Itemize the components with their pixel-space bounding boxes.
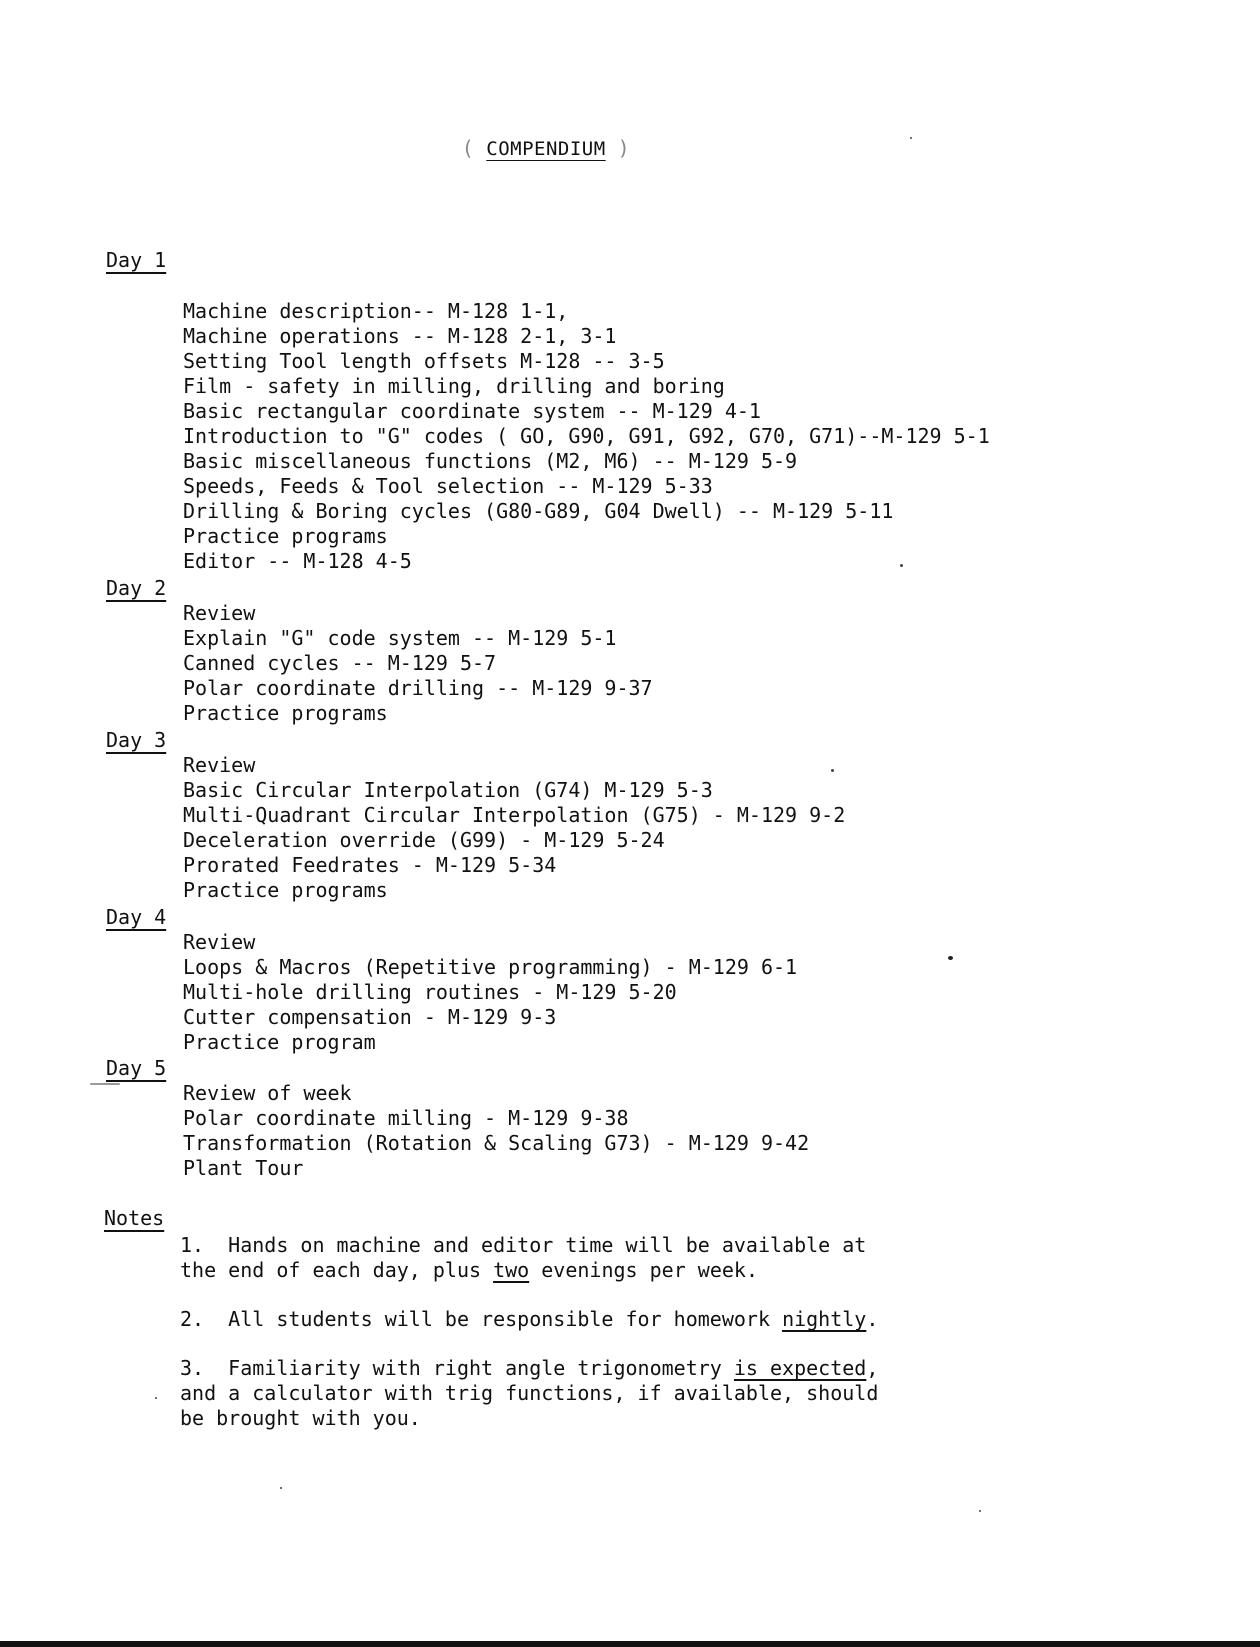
day-1-item: Setting Tool length offsets M-128 -- 3-5 [183,349,665,373]
day-4-item: Loops & Macros (Repetitive programming) - M-129 6-1 [183,955,798,979]
day-1-item: Introduction to "G" codes ( GO, G90, G91, G92, G70, G71)--M-129 5-1 [183,424,990,448]
note-3-line-3: be brought with you. [180,1406,421,1430]
note-3-line-2: and a calculator with trig functions, if available, should [180,1381,879,1405]
title-block [0,136,1092,160]
day-4-item: Review [183,930,256,954]
day-1-item: Basic rectangular coordinate system -- M-129 4-1 [183,399,761,423]
day-4-item: Practice program [183,1030,376,1054]
title-open-paren: ( [461,136,475,160]
note-2 [180,1307,878,1332]
day-1-item: Editor -- M-128 4-5 [183,549,412,573]
note-2-underlined: nightly [782,1307,867,1331]
day-2-item: Polar coordinate drilling -- M-129 9-37 [183,676,653,700]
day-1-item: Machine operations -- M-128 2-1, 3-1 [183,324,617,348]
note-3-underlined: is expected [733,1356,867,1380]
day-5-item: Plant Tour [183,1156,304,1180]
day-4-item: Multi-hole drilling routines - M-129 5-20 [183,980,677,1004]
day-1-item: Machine description-- M-128 1-1, [183,299,569,323]
day-1-item: Practice programs [183,524,388,548]
note-1-line-1: 1. Hands on machine and editor time will be available at [180,1233,867,1257]
day-2-item: Review [183,601,256,625]
day-4-heading: Day 4 [106,905,167,929]
day-2-item: Practice programs [183,701,388,725]
scan-speck [979,1510,981,1512]
scan-speck [831,769,834,772]
note-2-text: 2. All students will be responsible for homework [180,1307,783,1331]
note-1-text-end: evenings per week. [529,1258,758,1282]
day-3-item: Practice programs [183,878,388,902]
scan-speck [900,564,903,567]
scan-edge [0,1641,1260,1647]
note-2-text-end: . [866,1307,879,1331]
day-4-item: Cutter compensation - M-129 9-3 [183,1005,557,1029]
day-3-item: Prorated Feedrates - M-129 5-34 [183,853,557,877]
note-1-text: the end of each day, plus [180,1258,494,1282]
day-3-item: Deceleration override (G99) - M-129 5-24 [183,828,665,852]
note-3-text: 3. Familiarity with right angle trigonometry [180,1356,734,1380]
day-1-item: Film - safety in milling, drilling and boring [183,374,725,398]
day-1-heading: Day 1 [106,248,167,272]
title-close-paren: ) [617,136,631,160]
day-1-item: Speeds, Feeds & Tool selection -- M-129 5-33 [183,474,713,498]
scan-speck [910,137,912,139]
scan-speck [948,956,953,960]
day-3-item: Multi-Quadrant Circular Interpolation (G75) - M-129 9-2 [183,803,846,827]
day-2-item: Explain "G" code system -- M-129 5-1 [183,626,617,650]
day-2-item: Canned cycles -- M-129 5-7 [183,651,497,675]
note-3-text-end: , [866,1356,879,1380]
day-5-item: Transformation (Rotation & Scaling G73) - M-129 9-42 [183,1131,810,1155]
day-2-heading: Day 2 [106,576,167,600]
day-1-item: Basic miscellaneous functions (M2, M6) -- M-129 5-9 [183,449,798,473]
day-3-item: Basic Circular Interpolation (G74) M-129 5-3 [183,778,713,802]
page-title: COMPENDIUM [486,138,606,160]
day-3-heading: Day 3 [106,728,167,752]
note-3-line-1 [180,1356,878,1381]
note-1-underlined: two [493,1258,530,1282]
day-1-item: Drilling & Boring cycles (G80-G89, G04 Dwell) -- M-129 5-11 [183,499,894,523]
day-5-item: Review of week [183,1081,352,1105]
note-1-line-2 [180,1258,758,1283]
day-5-heading: Day 5 [106,1056,167,1080]
scan-speck [155,1397,157,1399]
scan-speck [280,1487,282,1489]
day-3-item: Review [183,753,256,777]
scan-speck [90,1083,120,1085]
notes-heading: Notes [104,1206,165,1230]
day-5-item: Polar coordinate milling - M-129 9-38 [183,1106,629,1130]
